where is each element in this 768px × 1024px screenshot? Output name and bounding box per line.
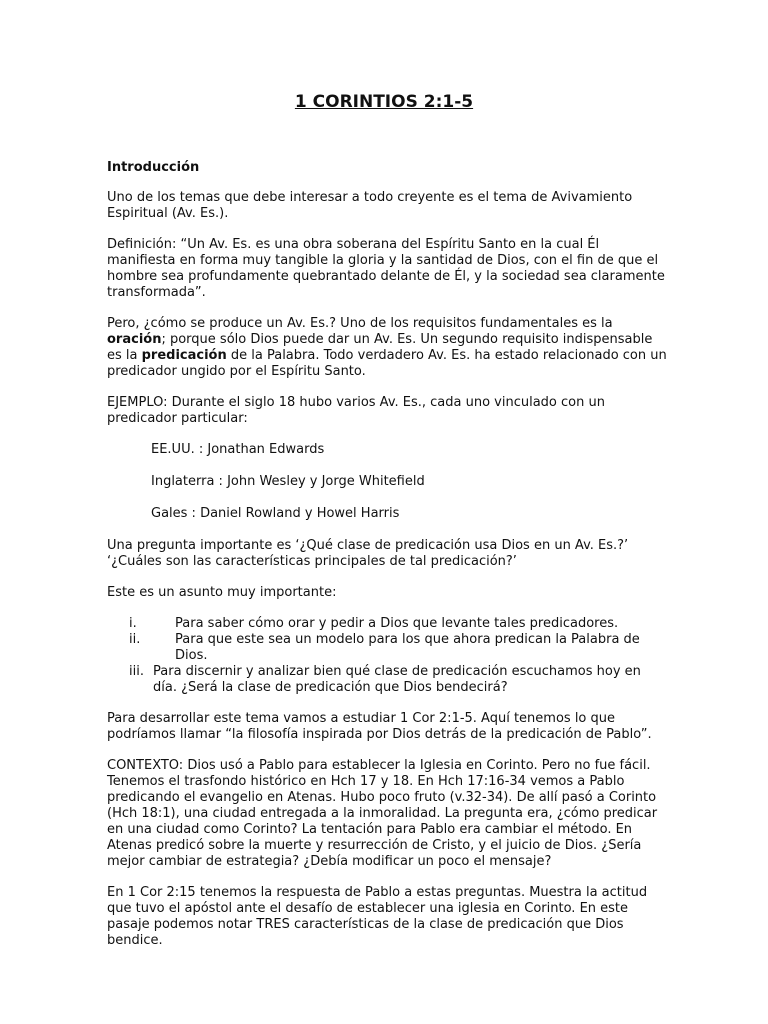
- paragraph-desarrollo: Para desarrollar este tema vamos a estudiar 1 Cor 2:1-5. Aquí tenemos lo que podríamos llamar “la filosofía inspirada por Dios detrás de la predicación de Pablo”.: [107, 711, 652, 742]
- paragraph-respuesta: En 1 Cor 2:15 tenemos la respuesta de Pablo a estas preguntas. Muestra la actitud que tuvo el apóstol ante el desafío de establecer una iglesia en Corinto. En este pasaje podemos notar TRES características de la clase de predicación que Dios bendice.: [107, 885, 648, 948]
- document-body: [107, 160, 667, 964]
- list-item-number: ii.: [129, 632, 141, 647]
- paragraph-text: Pero, ¿cómo se produce un Av. Es.? Uno de los requisitos fundamentales es la: [107, 316, 613, 331]
- paragraph-asunto: Este es un asunto muy importante:: [107, 585, 337, 600]
- paragraph-contexto: CONTEXTO: Dios usó a Pablo para establecer la Iglesia en Corinto. Pero no fue fácil. Tenemos el trasfondo histórico en Hch 17 y 18. En Hch 17:16-34 vemos a Pablo predicando el evangelio en Atenas. Hubo poco fruto (v.32-34). De allí pasó a Corinto (Hch 18:1), una ciudad entregada a la inmoralidad. La pregunta era, ¿cómo predicar en una ciudad como Corinto? La tentación para Pablo era cambiar el método. En Atenas predicó sobre la muerte y resurrección de Cristo, y el juicio de Dios. ¿Sería mejor cambiar de estrategia? ¿Debía modificar un poco el mensaje?: [107, 758, 658, 869]
- paragraph-text: de la Palabra. Todo verdadero Av. Es. ha estado relacionado con un predicador ungido por el Espíritu Santo.: [107, 348, 667, 379]
- paragraph-definicion: Definición: “Un Av. Es. es una obra soberana del Espíritu Santo en la cual Él manifiesta en forma muy tangible la gloria y la santidad de Dios, con el fin de que el hombre sea profundamente quebrantado delante de Él, y la sociedad sea claramente transformada”.: [107, 237, 665, 300]
- list-item: [107, 664, 667, 696]
- paragraph-requisitos: [107, 316, 667, 380]
- list-item-text: Para que este sea un modelo para los que ahora predican la Palabra de Dios.: [175, 632, 640, 663]
- list-item: [107, 632, 667, 664]
- bold-term-predicacion: predicación: [141, 348, 227, 363]
- example-item: Inglaterra : John Wesley y Jorge Whitefield: [151, 474, 425, 489]
- list-item: [107, 616, 667, 632]
- list-item-text: Para discernir y analizar bien qué clase de predicación escuchamos hoy en día. ¿Será la clase de predicación que Dios bendecirá?: [153, 664, 641, 695]
- example-item: Gales : Daniel Rowland y Howel Harris: [151, 506, 400, 521]
- list-item-text: Para saber cómo orar y pedir a Dios que levante tales predicadores.: [175, 616, 619, 631]
- paragraph-pregunta: Una pregunta importante es ‘¿Qué clase de predicación usa Dios en un Av. Es.?’ ‘¿Cuáles son las características principales de tal predicación?’: [107, 538, 629, 569]
- list-item-number: iii.: [129, 664, 144, 679]
- paragraph-ejemplo: EJEMPLO: Durante el siglo 18 hubo varios Av. Es., cada uno vinculado con un predicador particular:: [107, 395, 605, 426]
- bold-term-oracion: oración: [107, 332, 162, 347]
- roman-numeral-list: [107, 616, 667, 696]
- paragraph-intro: Uno de los temas que debe interesar a todo creyente es el tema de Avivamiento Espiritual (Av. Es.).: [107, 190, 633, 221]
- section-heading-introduccion: Introducción: [107, 160, 200, 175]
- list-item-number: i.: [129, 616, 137, 631]
- page-title: 1 CORINTIOS 2:1-5: [294, 92, 474, 112]
- paragraph-text: ; porque sólo Dios puede dar un Av. Es. Un segundo requisito indispensable es la: [107, 332, 653, 363]
- example-item: EE.UU. : Jonathan Edwards: [151, 442, 325, 457]
